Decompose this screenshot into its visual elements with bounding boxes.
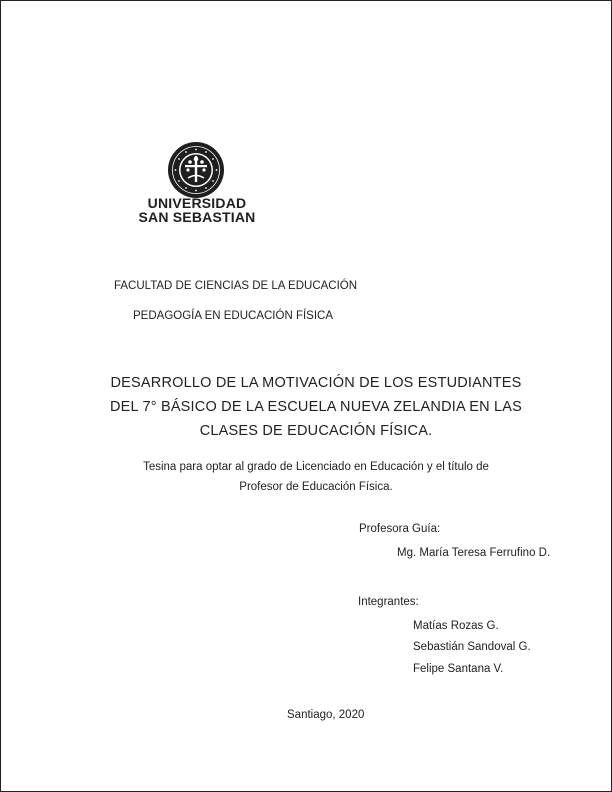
university-name-line1: UNIVERSIDAD xyxy=(147,195,247,211)
member-name: Felipe Santana V. xyxy=(413,663,504,675)
university-seal-logo xyxy=(166,140,226,200)
guide-label: Profesora Guía: xyxy=(359,523,441,535)
faculty-name: FACULTAD DE CIENCIAS DE LA EDUCACIÓN xyxy=(114,280,358,292)
thesis-title-line: CLASES DE EDUCACIÓN FÍSICA. xyxy=(199,423,433,439)
thesis-title-line: DESARROLLO DE LA MOTIVACIÓN DE LOS ESTUDIANTES xyxy=(110,375,522,391)
member-name: Sebastián Sandoval G. xyxy=(413,641,531,653)
thesis-title-line: DEL 7° BÁSICO DE LA ESCUELA NUEVA ZELANDIA EN LAS xyxy=(109,399,523,415)
members-label: Integrantes: xyxy=(358,596,419,608)
member-name: Matías Rozas G. xyxy=(413,620,499,632)
thesis-subtitle-line: Tesina para optar al grado de Licenciado en Educación y el título de xyxy=(143,461,489,473)
thesis-title xyxy=(60,371,572,443)
thesis-subtitle xyxy=(60,457,572,497)
place-date: Santiago, 2020 xyxy=(287,709,365,721)
program-name: PEDAGOGÍA EN EDUCACIÓN FÍSICA xyxy=(133,310,334,322)
thesis-subtitle-line: Profesor de Educación Física. xyxy=(239,481,393,493)
university-name-line2: SAN SEBASTIAN xyxy=(138,209,256,225)
guide-name: Mg. María Teresa Ferrufino D. xyxy=(397,547,551,559)
